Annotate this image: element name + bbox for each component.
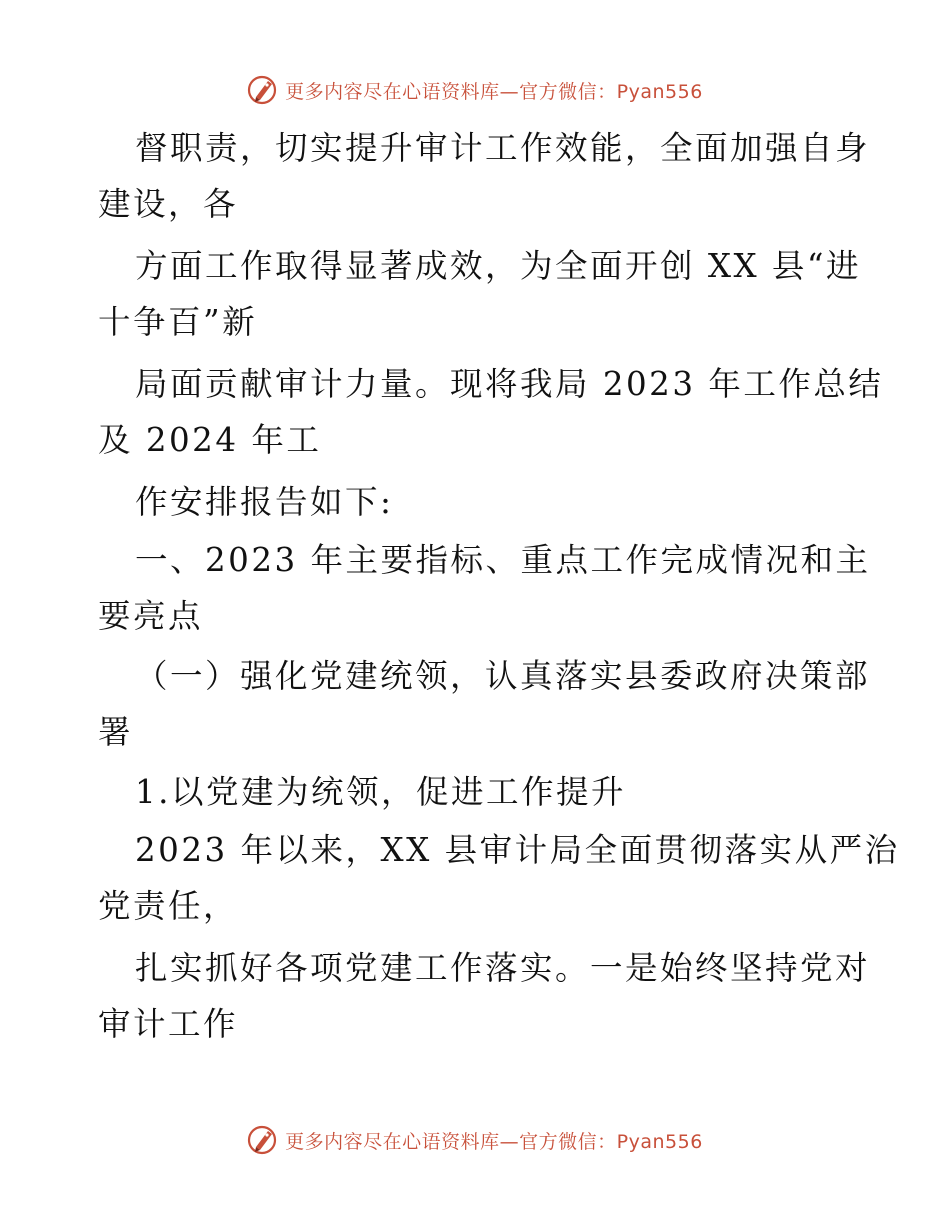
pen-logo-icon <box>247 1123 281 1157</box>
watermark-header <box>0 70 950 110</box>
subsection-heading: 署 <box>98 713 134 751</box>
text-line: 建设，各 <box>98 185 239 223</box>
text-line: 及 2024 年工 <box>98 421 322 459</box>
pen-logo-icon <box>247 73 281 107</box>
text-line: 党责任， <box>98 887 239 925</box>
text-line: 扎实抓好各项党建工作落实。一是始终坚持党对 <box>135 949 871 987</box>
watermark-text: 更多内容尽在心语资料库—官方微信：Pyan556 <box>285 80 703 103</box>
text-line: 作安排报告如下: <box>135 483 394 521</box>
section-heading: 一、2023 年主要指标、重点工作完成情况和主 <box>135 541 871 579</box>
text-line: 督职责，切实提升审计工作效能，全面加强自身 <box>135 129 871 167</box>
text-line: 2023 年以来，XX 县审计局全面贯彻落实从严治 <box>135 831 900 869</box>
text-line: 十争百”新 <box>98 303 258 341</box>
text-line: 局面贡献审计力量。现将我局 2023 年工作总结 <box>135 365 884 403</box>
text-line: 方面工作取得显著成效，为全面开创 XX 县“进 <box>135 247 862 285</box>
watermark-footer <box>0 1120 950 1160</box>
subsection-heading: （一）强化党建统领，认真落实县委政府决策部 <box>135 657 871 695</box>
item-heading: 1.以党建为统领，促进工作提升 <box>135 773 627 811</box>
watermark-text: 更多内容尽在心语资料库—官方微信：Pyan556 <box>285 1130 703 1153</box>
section-heading: 要亮点 <box>98 597 204 635</box>
text-line: 审计工作 <box>98 1005 239 1043</box>
